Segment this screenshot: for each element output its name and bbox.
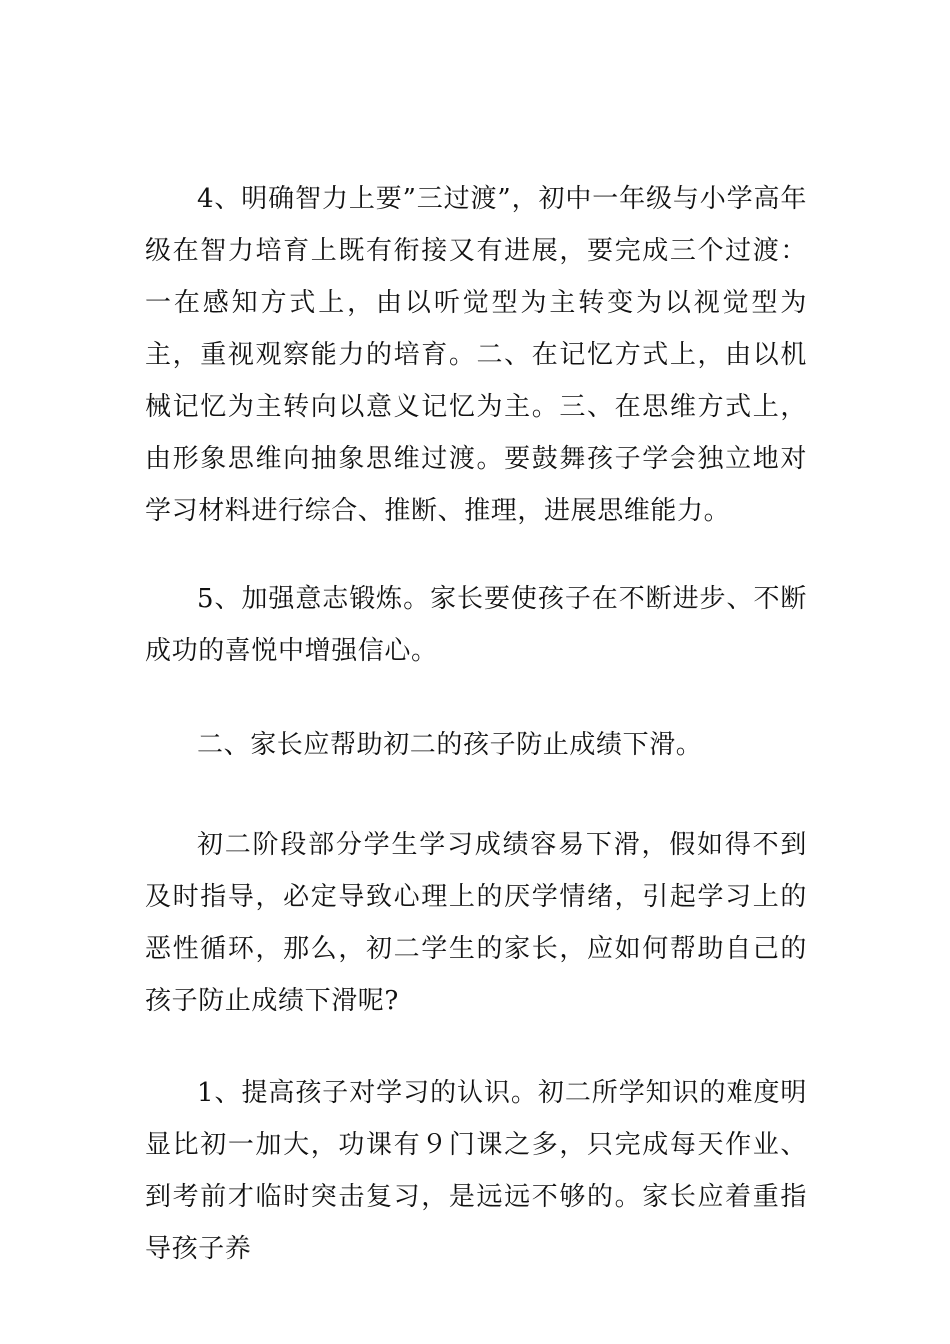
paragraph-grade-two-decline: 初二阶段部分学生学习成绩容易下滑，假如得不到及时指导，必定导致心理上的厌学情绪，引起学习上的恶性循环，那么，初二学生的家长，应如何帮助自己的孩子防止成绩下滑呢?: [145, 830, 807, 1016]
paragraph-willpower-training: 5、加强意志锻炼。家长要使孩子在不断进步、不断成功的喜悦中增强信心。: [145, 584, 807, 666]
paragraph-intellectual-transitions: 4、明确智力上要”三过渡”，初中一年级与小学高年级在智力培育上既有衔接又有进展，要完成三个过渡：一在感知方式上，由以听觉型为主转变为以视觉型为主，重视观察能力的培育。二、在记忆方式上，由以机械记忆为主转向以意义记忆为主。三、在思维方式上，由形象思维向抽象思维过渡。要鼓舞孩子学会独立地对学习材料进行综合、推断、推理，进展思维能力。: [145, 184, 807, 526]
paragraph-learning-awareness: 1、提高孩子对学习的认识。初二所学知识的难度明显比初一加大，功课有９门课之多，只完成每天作业、到考前才临时突击复习，是远远不够的。家长应着重指导孩子养: [145, 1078, 807, 1264]
section-heading-grade-two: 二、家长应帮助初二的孩子防止成绩下滑。: [197, 730, 703, 760]
